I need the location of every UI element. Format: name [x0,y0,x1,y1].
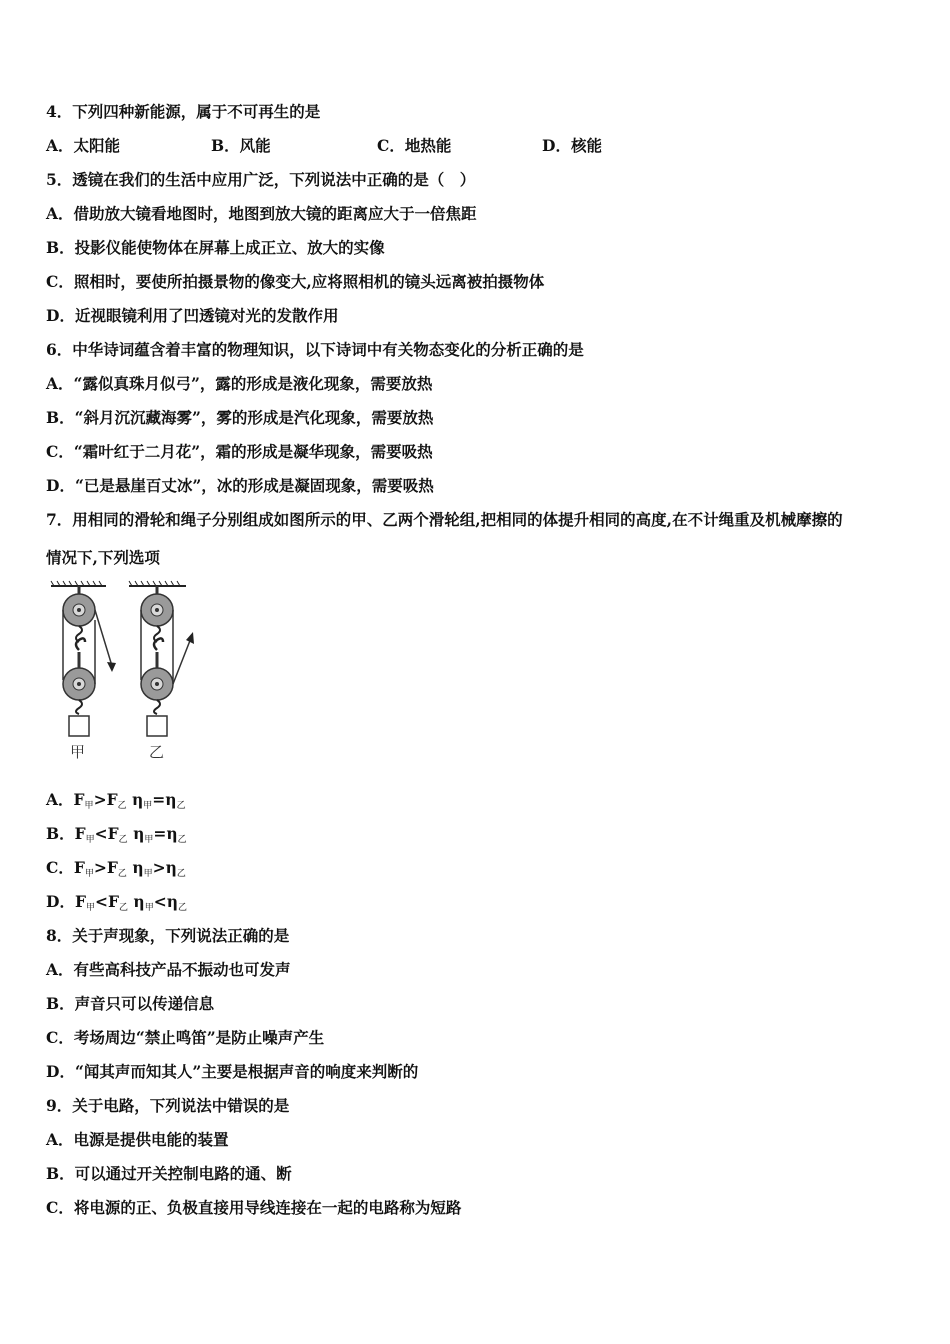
pulley-figure [46,580,206,765]
q4-stem: 4．下列四种新能源，属于不可再生的是 [46,102,321,121]
q4-option-b: B．风能 [211,136,271,155]
pulley-system-yi [129,581,194,736]
q7-option-d: D．F甲<F乙 η甲<η乙 [46,892,188,913]
q5-option-b: B．投影仪能使物体在屏幕上成正立、放大的实像 [46,238,385,257]
q6-option-a: A．“露似真珠月似弓”，露的形成是液化现象，需要放热 [46,374,433,393]
q5-option-c: C．照相时，要使所拍摄景物的像变大,应将照相机的镜头远离被拍摄物体 [46,272,545,291]
q5-option-a: A．借助放大镜看地图时，地图到放大镜的距离应大于一倍焦距 [46,204,477,223]
q9-option-c: C．将电源的正、负极直接用导线连接在一起的电路称为短路 [46,1198,462,1217]
q4-options [46,136,906,156]
figure-label-yi: 乙 [149,743,165,761]
q5-stem: 5．透镜在我们的生活中应用广泛，下列说法中正确的是（ ） [46,170,476,189]
q7-stem-line1: 7．用相同的滑轮和绳子分别组成如图所示的甲、乙两个滑轮组,把相同的体提升相同的高度,在不计绳重及机械摩擦的 [46,510,843,529]
q6-option-d: D．“已是悬崖百丈冰”，冰的形成是凝固现象，需要吸热 [46,476,434,495]
q6-option-b: B．“斜月沉沉藏海雾”，雾的形成是汽化现象，需要放热 [46,408,434,427]
q7-option-b: B．F甲<F乙 η甲=η乙 [46,824,187,845]
q8-stem: 8．关于声现象，下列说法正确的是 [46,926,290,945]
q9-option-a: A．电源是提供电能的装置 [46,1130,229,1149]
pulley-system-jia [51,581,116,736]
figure-label-jia: 甲 [70,743,86,761]
q8-option-d: D．“闻其声而知其人”主要是根据声音的响度来判断的 [46,1062,419,1081]
q6-stem: 6．中华诗词蕴含着丰富的物理知识，以下诗词中有关物态变化的分析正确的是 [46,340,584,359]
q9-option-b: B．可以通过开关控制电路的通、断 [46,1164,292,1183]
q6-option-c: C．“霜叶红于二月花”，霜的形成是凝华现象，需要吸热 [46,442,433,461]
q4-option-d: D．核能 [542,136,602,155]
q7-option-c: C．F甲>F乙 η甲>η乙 [46,858,186,879]
q7-stem-line2: 情况下,下列选项 [46,548,160,567]
q8-option-b: B．声音只可以传递信息 [46,994,215,1013]
q7-option-a: A．F甲>F乙 η甲=η乙 [46,790,186,811]
q9-stem: 9．关于电路，下列说法中错误的是 [46,1096,290,1115]
q4-option-c: C．地热能 [377,136,452,155]
q8-option-c: C．考场周边“禁止鸣笛”是防止噪声产生 [46,1028,325,1047]
q5-option-d: D．近视眼镜利用了凹透镜对光的发散作用 [46,306,339,325]
q4-option-a: A．太阳能 [46,136,121,155]
pulley-diagram [46,580,206,765]
q8-option-a: A．有些高科技产品不振动也可发声 [46,960,291,979]
